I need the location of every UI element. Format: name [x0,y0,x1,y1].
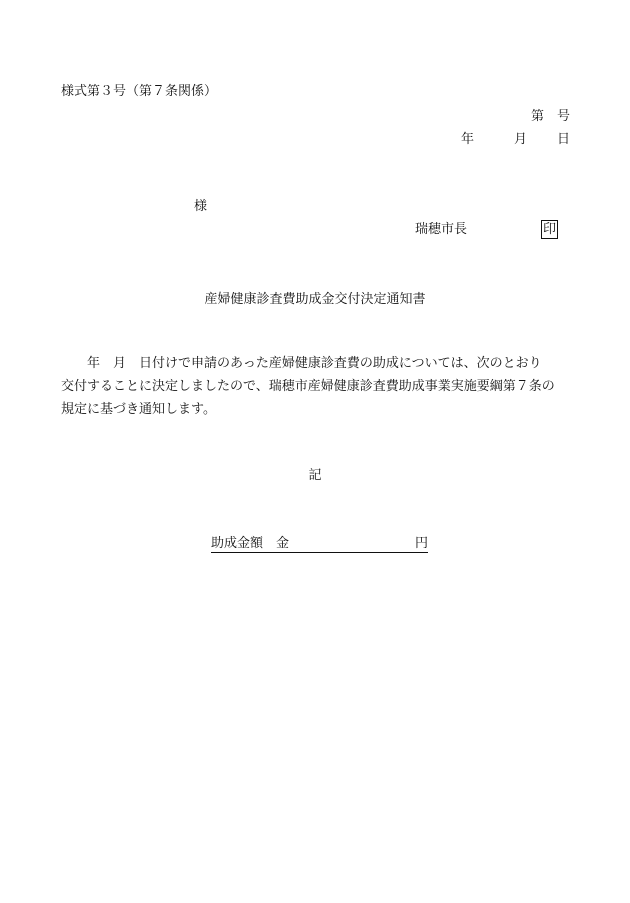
body-line: 規定に基づき通知します。 [61,402,216,417]
body-line: 年 月 日付けで申請のあった産婦健康診査費の助成については、次のとおり [61,356,542,371]
body-paragraph [61,352,576,421]
issuer-name: 瑞穂市長 [414,222,467,237]
amount-label: 助成金額 金 [211,536,290,551]
amount-unit: 円 [415,536,429,551]
date-month: 月 [513,132,527,147]
recipient-honorific: 様 [194,199,208,214]
form-number-label: 様式第３号（第７条関係） [61,84,218,99]
issue-date [461,133,570,146]
document-title: 産婦健康診査費助成金交付決定通知書 [204,292,426,307]
body-line: 交付することに決定しましたので、瑞穂市産婦健康診査費助成事業実施要綱第７条の [61,379,555,394]
date-day: 日 [556,132,570,147]
document-number: 第 号 [530,109,570,124]
grant-amount-line [211,537,428,553]
date-year: 年 [460,132,474,147]
seal-mark: 印 [542,222,556,237]
record-heading: 記 [308,468,322,483]
issuer-block [415,220,558,239]
